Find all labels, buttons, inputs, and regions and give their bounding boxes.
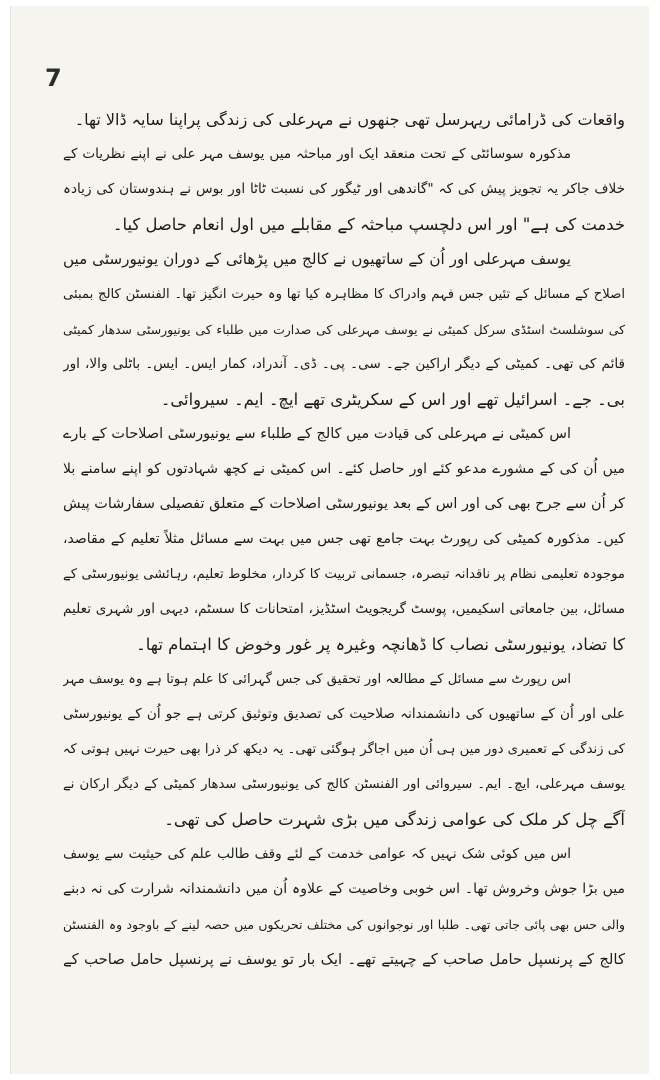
text-line-24: والی حس بھی پائی جاتی تھی۔ طلبا اور نوجوانوں کی مختلف تحریکوں میں حصہ لینے کے باوجود وہ الفنسٹن <box>63 917 625 932</box>
text-line-9: بی۔ جے۔ اسرائیل تھے اور اس کے سکریٹری تھے ایچ۔ ایم۔ سیروائی۔ <box>160 390 625 409</box>
text-line-13: کیں۔ مذکورہ کمیٹی کی رپورٹ بہت جامع تھی جس میں بہت سے مسائل مثلاً تعلیم کے مقاصد، <box>63 531 625 547</box>
text-line-12: کر اُن سے جرح بھی کی اور اس کے بعد یونیورسٹی اصلاحات کے متعلق تفصیلی سفارشات پیش <box>63 496 625 512</box>
text-line-7: کی سوشلسٹ اسٹڈی سرکل کمیٹی نے یوسف مہرعلی کی صدارت میں طلباء کی یونیورسٹی سدھار کمیٹی <box>63 322 625 337</box>
text-line-11: میں اُن کی کے مشورے مدعو کئے اور حاصل کئے۔ اس کمیٹی نے کچھ شہادتوں کو اپنے سامنے بلا <box>63 461 625 477</box>
text-line-14: موجودہ تعلیمی نظام پر ناقدانہ تبصرہ، جسمانی تربیت کا کردار، مخلوط تعلیم، رہائشی یونیورسٹی کے <box>63 567 625 582</box>
paragraph-2 <box>63 137 625 242</box>
text-line-23: میں بڑا جوش وخروش تھا۔ اس خوبی وخاصیت کے علاوہ اُن میں دانشمندانہ شرارت کی نہ دبنے <box>63 881 625 897</box>
text-line-1: واقعات کی ڈرامائی ریہرسل تھی جنھوں نے مہرعلی کی زندگی پراپنا سایہ ڈالا تھا۔ <box>74 110 625 129</box>
text-line-21: آگے چل کر ملک کی عوامی زندگی میں بڑی شہرت حاصل کی تھی۔ <box>164 810 625 829</box>
text-line-10: اس کمیٹی نے مہرعلی کی قیادت میں کالج کے طلباء سے یونیورسٹی اصلاحات کے بارے <box>63 426 571 442</box>
page-number: 7 <box>45 64 62 92</box>
text-line-16: کا تضاد، یونیورسٹی نصاب کا ڈھانچہ وغیرہ پر غور وخوض کا اہتمام تھا۔ <box>136 635 625 654</box>
text-line-19: کی زندگی کے تعمیری دور میں ہی اُن میں اجاگر ہوگئی تھی۔ یہ دیکھ کر ذرا بھی حیرت نہیں ہوتی کہ <box>63 742 625 757</box>
text-line-17: اس رپورٹ سے مسائل کے مطالعہ اور تحقیق کی جس گہرائی کا علم ہوتا ہے وہ یوسف مہر <box>63 672 571 687</box>
body-text <box>63 102 625 977</box>
text-line-6: اصلاح کے مسائل کے تئیں جس فہم وادراک کا مظاہرہ کیا تھا وہ حیرت انگیز تھا۔ الفنسٹن کالج بمبئی <box>63 287 625 302</box>
text-line-18: علی اور اُن کے ساتھیوں کی دانشمندانہ صلاحیت کی تصدیق وتوثیق کرتی ہے جو اُن کے یونیورسٹی <box>63 706 625 722</box>
text-line-22: اس میں کوئی شک نہیں کہ عوامی خدمت کے لئے وقف طالب علم کی حیثیت سے یوسف <box>63 846 571 862</box>
text-line-8: قائم کی تھی۔ کمیٹی کے دیگر اراکین جے۔ سی۔ پی۔ ڈی۔ آندراد، کمار ایس۔ ایس۔ باٹلی والا، اور <box>63 356 625 372</box>
paragraph-3 <box>63 242 625 417</box>
paragraph-5 <box>63 662 625 837</box>
text-line-5: یوسف مہرعلی اور اُن کے ساتھیوں نے کالج میں پڑھائی کے دوران یونیورسٹی میں <box>63 250 571 268</box>
paragraph-6 <box>63 837 625 977</box>
paragraph-1 <box>63 102 625 137</box>
text-line-15: مسائل، بین جامعاتی اسکیمیں، پوسٹ گریجویٹ اسٹڈیز، امتحانات کا سسٹم، دیہی اور شہری تعلیم <box>63 601 625 617</box>
book-page <box>10 6 649 1074</box>
text-line-3: خلاف جاکر یہ تجویز پیش کی کہ "گاندھی اور ٹیگور کی نسبت ٹاٹا اور بوس نے ہندوستان کی زیادہ <box>63 181 625 197</box>
text-line-25: کالج کے پرنسپل حامل صاحب کے چہیتے تھے۔ ایک بار تو یوسف نے پرنسپل حامل صاحب کے <box>63 951 625 968</box>
text-line-4: خدمت کی ہے" اور اس دلچسپ مباحثہ کے مقابلے میں اول انعام حاصل کیا۔ <box>112 215 625 234</box>
text-line-20: یوسف مہرعلی، ایچ۔ ایم۔ سیروائی اور الفنسٹن کالج کی یونیورسٹی سدھار کمیٹی کے دیگر ارکان نے <box>63 777 625 792</box>
paragraph-4 <box>63 417 625 662</box>
text-line-2: مذکورہ سوسائٹی کے تحت منعقد ایک اور مباحثہ میں یوسف مہر علی نے اپنے نظریات کے <box>63 146 571 162</box>
